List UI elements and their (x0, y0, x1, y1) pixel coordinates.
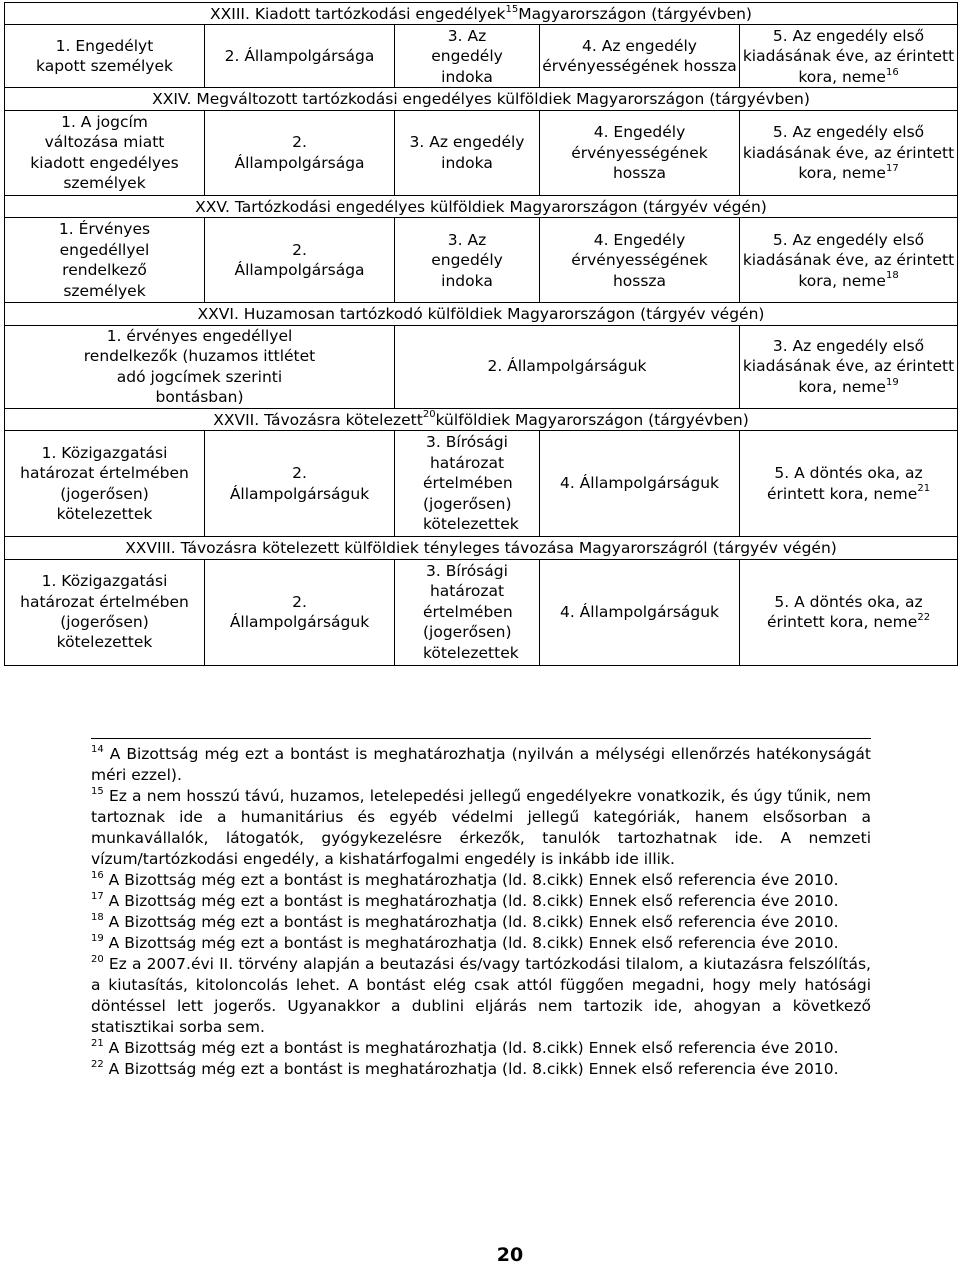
col-header-persons: 1. A jogcím változása miatt kiadott engedélyes személyek (5, 110, 205, 195)
section-header-row (5, 303, 958, 325)
section-title-xxviii: XXVIII. Távozásra kötelezett külföldiek tényleges távozása Magyarországról (tárgyév végén) (5, 537, 958, 559)
col-header-citizenship: 2. Állampolgárságuk (205, 431, 395, 537)
col-header-citizenship: 2. Állampolgársága (205, 110, 395, 195)
col-header-persons: 1. Érvényes engedéllyel rendelkező személyek (5, 218, 205, 303)
section-columns-row (5, 25, 958, 88)
section-columns-row (5, 218, 958, 303)
footnote-separator (91, 738, 871, 739)
statistics-table (4, 2, 958, 666)
col-header-first-issue: 5. Az engedély első kiadásának éve, az érintett kora, neme$^{16}$ (740, 25, 958, 88)
section-columns-row (5, 559, 958, 665)
footnotes (91, 744, 871, 1080)
section-title-xxvi: XXVI. Huzamosan tartózkodó külföldiek Magyarországon (tárgyév végén) (5, 303, 958, 325)
col-header-court-decision: 3. Bírósági határozat értelmében (jogerősen) kötelezettek (395, 431, 540, 537)
col-header-validity: 4. Engedély érvényességének hossza (540, 218, 740, 303)
footnote: $^{16}$ A Bizottság még ezt a bontást is meghatározhatja (ld. 8.cikk) Ennek első referencia éve 2010. (91, 869, 839, 889)
col-header-citizenship-2: 4. Állampolgárságuk (540, 431, 740, 537)
section-title-xxvii: XXVII. Távozásra kötelezett$^{20}$külföldiek Magyarországon (tárgyévben) (5, 408, 958, 430)
col-header-validity: 4. Engedély érvényességének hossza (540, 110, 740, 195)
section-title-xxiv: XXIV. Megváltozott tartózkodási engedélyes külföldiek Magyarországon (tárgyévben) (5, 88, 958, 110)
footnote: $^{19}$ A Bizottság még ezt a bontást is meghatározhatja (ld. 8.cikk) Ennek első referencia éve 2010. (91, 932, 839, 952)
section-title-xxiii: XXIII. Kiadott tartózkodási engedélyek$^{15}$Magyarországon (tárgyévben) (5, 3, 958, 25)
col-header-holders: 1. érvényes engedéllyel rendelkezők (huzamos ittlétet adó jogcímek szerinti bontásban) (5, 325, 395, 408)
section-header-row (5, 88, 958, 110)
col-header-citizenship: 2. Állampolgársága (205, 25, 395, 88)
col-header-citizenship: 2. Állampolgársága (205, 218, 395, 303)
section-columns-row (5, 325, 958, 408)
section-header-row (5, 3, 958, 25)
page-number: 20 (496, 1244, 524, 1266)
section-header-row (5, 195, 958, 217)
section-header-row (5, 408, 958, 430)
section-columns-row (5, 431, 958, 537)
col-header-reason: 3. Az engedély indoka (395, 110, 540, 195)
col-header-citizenship-2: 4. Állampolgárságuk (540, 559, 740, 665)
col-header-decision-reason: 5. A döntés oka, az érintett kora, neme$^{22}$ (740, 559, 958, 665)
col-header-persons: 1. Engedélyt kapott személyek (5, 25, 205, 88)
col-header-citizenship: 2. Állampolgárságuk (205, 559, 395, 665)
section-columns-row (5, 110, 958, 195)
col-header-admin-decision: 1. Közigazgatási határozat értelmében (jogerősen) kötelezettek (5, 559, 205, 665)
footnote: $^{21}$ A Bizottság még ezt a bontást is meghatározhatja (ld. 8.cikk) Ennek első referencia éve 2010. (91, 1037, 839, 1057)
col-header-validity: 4. Az engedély érvényességének hossza (540, 25, 740, 88)
col-header-admin-decision: 1. Közigazgatási határozat értelmében (jogerősen) kötelezettek (5, 431, 205, 537)
section-header-row (5, 537, 958, 559)
col-header-decision-reason: 5. A döntés oka, az érintett kora, neme$^{21}$ (740, 431, 958, 537)
footnote: $^{14}$ A Bizottság még ezt a bontást is meghatározhatja (nyilván a mélységi ellenőrzés hatékonyságát méri ezzel). (91, 743, 871, 784)
col-header-reason: 3. Az engedély indoka (395, 218, 540, 303)
col-header-first-issue: 3. Az engedély első kiadásának éve, az érintett kora, neme$^{19}$ (740, 325, 958, 408)
col-header-first-issue: 5. Az engedély első kiadásának éve, az érintett kora, neme$^{17}$ (740, 110, 958, 195)
footnote: $^{17}$ A Bizottság még ezt a bontást is meghatározhatja (ld. 8.cikk) Ennek első referencia éve 2010. (91, 890, 839, 910)
col-header-reason: 3. Az engedély indoka (395, 25, 540, 88)
footnote: $^{20}$ Ez a 2007.évi II. törvény alapján a beutazási és/vagy tartózkodási tilalom, a kiutazásra felszólítás, a kiutasítás, kitoloncolás lehet. A bontást elég csak attól függően megadni, hogy mely hatósági döntéssel lett jogerős. Ugyanakkor a dublini eljárás nem tartozik ide, ahogyan a következő statisztikai sorba sem. (91, 953, 871, 1036)
footnote: $^{15}$ Ez a nem hosszú távú, huzamos, letelepedési jellegű engedélyekre vonatkozik, és úgy tűnik, nem tartoznak ide a humanitárius és egyéb védelmi jellegű kategóriák, hanem elsősorban a munkavállalók, látogatók, gyógykezelésre érkezők, tanulók tartozhatnak ide. A nemzeti vízum/tartózkodási engedély, a kishatárfogalmi engedély is inkább ide illik. (91, 785, 871, 868)
col-header-first-issue: 5. Az engedély első kiadásának éve, az érintett kora, neme$^{18}$ (740, 218, 958, 303)
footnote: $^{18}$ A Bizottság még ezt a bontást is meghatározhatja (ld. 8.cikk) Ennek első referencia éve 2010. (91, 911, 839, 931)
section-title-xxv: XXV. Tartózkodási engedélyes külföldiek Magyarországon (tárgyév végén) (5, 195, 958, 217)
col-header-citizenship: 2. Állampolgárságuk (395, 325, 740, 408)
footnote: $^{22}$ A Bizottság még ezt a bontást is meghatározhatja (ld. 8.cikk) Ennek első referencia éve 2010. (91, 1058, 839, 1078)
col-header-court-decision: 3. Bírósági határozat értelmében (jogerősen) kötelezettek (395, 559, 540, 665)
